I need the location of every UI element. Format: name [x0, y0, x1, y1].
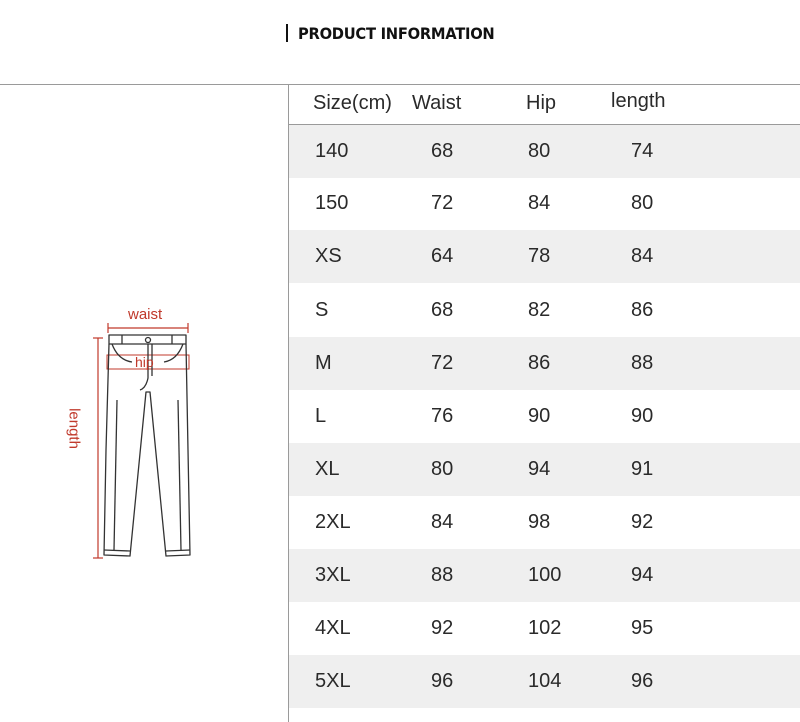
- column-header-size: Size(cm): [313, 92, 392, 114]
- cell-size: 5XL: [315, 670, 351, 692]
- cell-hip: 86: [528, 352, 551, 374]
- cell-size: S: [315, 299, 329, 321]
- cell-hip: 102: [528, 617, 562, 639]
- cell-length: 92: [631, 511, 654, 533]
- table-row: [289, 549, 800, 602]
- table-row: [289, 230, 800, 283]
- cell-waist: 96: [431, 670, 454, 692]
- cell-waist: 84: [431, 511, 454, 533]
- cell-waist: 76: [431, 405, 454, 427]
- table-row: [289, 602, 800, 655]
- cell-hip: 82: [528, 299, 551, 321]
- cell-hip: 90: [528, 405, 551, 427]
- cell-size: 4XL: [315, 617, 351, 639]
- length-label: length: [65, 408, 83, 449]
- cell-length: 86: [631, 299, 654, 321]
- cell-length: 95: [631, 617, 654, 639]
- cell-hip: 100: [528, 564, 562, 586]
- table-row: [289, 390, 800, 443]
- cell-hip: 94: [528, 458, 551, 480]
- table-row: [289, 125, 800, 178]
- cell-hip: 104: [528, 670, 562, 692]
- table-row: [289, 443, 800, 496]
- size-table: [289, 84, 800, 722]
- cell-length: 96: [631, 670, 654, 692]
- cell-waist: 92: [431, 617, 454, 639]
- header-accent-bar: [286, 24, 288, 42]
- table-header: [289, 84, 800, 125]
- cell-length: 91: [631, 458, 654, 480]
- cell-waist: 80: [431, 458, 454, 480]
- cell-waist: 72: [431, 192, 454, 214]
- cell-waist: 64: [431, 245, 454, 267]
- cell-length: 74: [631, 140, 654, 162]
- cell-size: L: [315, 405, 327, 427]
- table-row: [289, 655, 800, 708]
- cell-size: 3XL: [315, 564, 351, 586]
- cell-length: 88: [631, 352, 654, 374]
- column-header-hip: Hip: [526, 92, 557, 114]
- cell-length: 90: [631, 405, 654, 427]
- cell-length: 80: [631, 192, 654, 214]
- cell-size: M: [315, 352, 332, 374]
- cell-hip: 78: [528, 245, 551, 267]
- table-row: [289, 177, 800, 230]
- section-title: PRODUCT INFORMATION: [298, 23, 495, 43]
- cell-size: 150: [315, 192, 349, 214]
- waist-label: waist: [128, 306, 163, 323]
- table-row: [289, 337, 800, 390]
- cell-size: XL: [315, 458, 340, 480]
- column-header-length: length: [611, 90, 666, 112]
- table-row: [289, 496, 800, 549]
- cell-size: 2XL: [315, 511, 351, 533]
- cell-hip: 80: [528, 140, 551, 162]
- hip-label: hip: [135, 354, 154, 370]
- cell-size: XS: [315, 245, 342, 267]
- cell-waist: 88: [431, 564, 454, 586]
- table-row: [289, 284, 800, 337]
- cell-hip: 84: [528, 192, 551, 214]
- cell-waist: 72: [431, 352, 454, 374]
- cell-waist: 68: [431, 299, 454, 321]
- cell-length: 94: [631, 564, 654, 586]
- cell-waist: 68: [431, 140, 454, 162]
- cell-hip: 98: [528, 511, 551, 533]
- cell-size: 140: [315, 140, 349, 162]
- column-header-waist: Waist: [412, 92, 462, 114]
- cell-length: 84: [631, 245, 654, 267]
- section-header: [0, 18, 800, 48]
